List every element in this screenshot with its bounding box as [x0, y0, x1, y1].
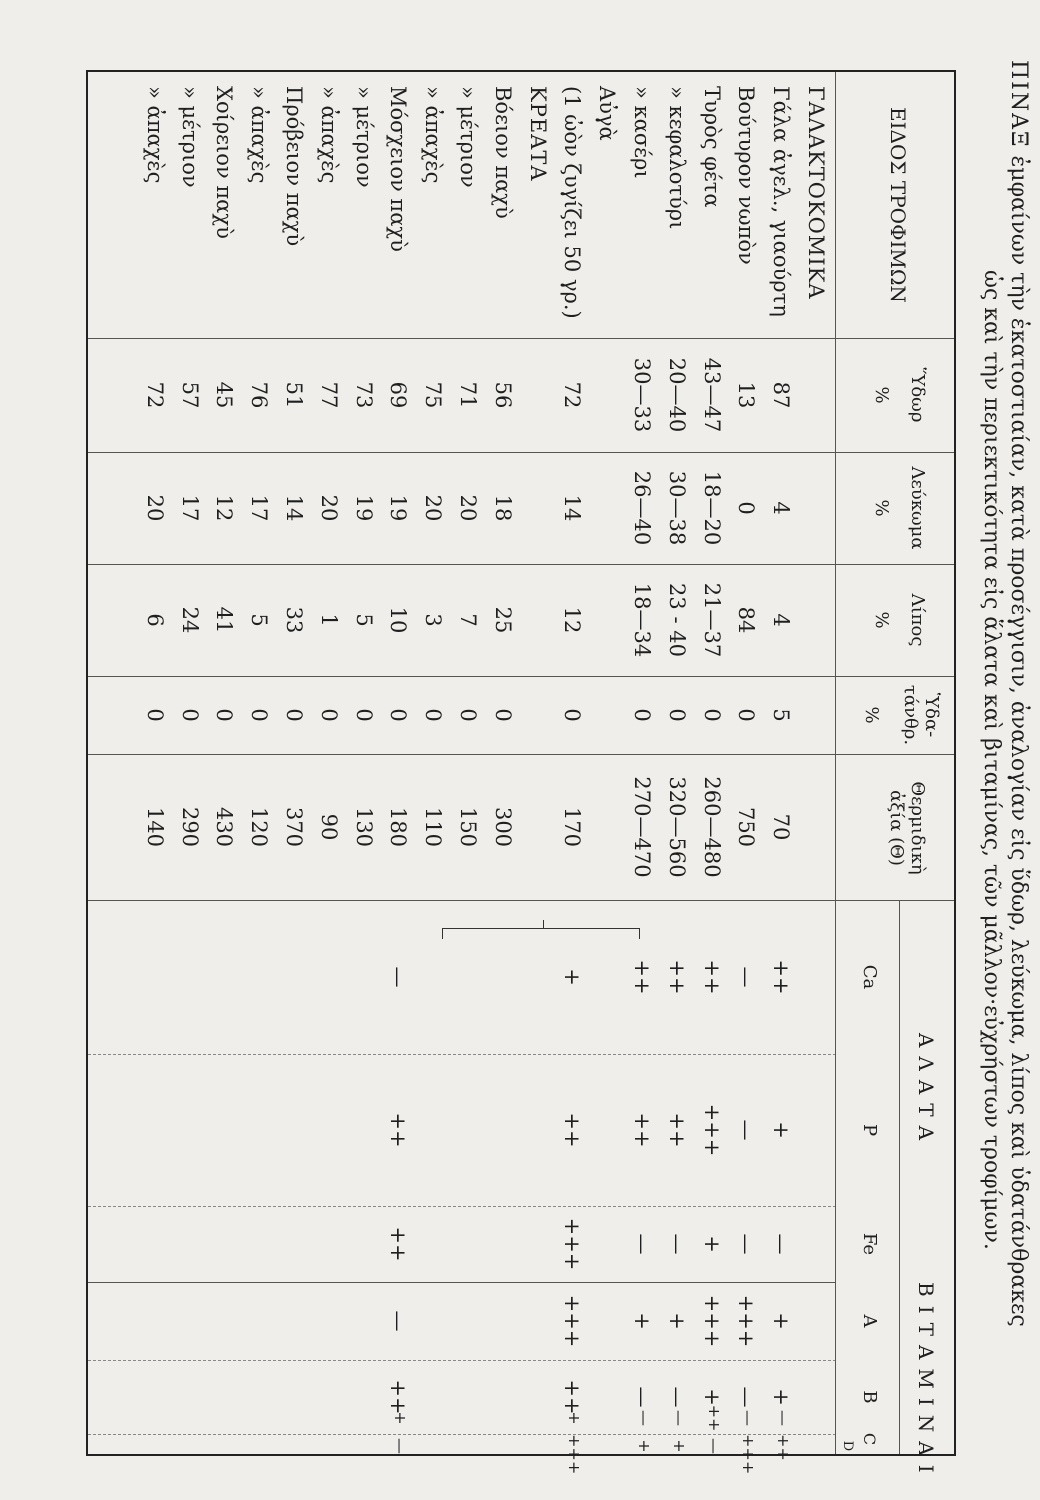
column-rule-dashed	[88, 1206, 836, 1207]
header-water: Ὕδωρ	[907, 367, 928, 423]
cell-protein: 14	[560, 494, 585, 522]
cell-water: 73	[351, 381, 376, 409]
cell-b: +	[699, 1388, 724, 1406]
cell-fat: 23 - 40	[664, 583, 689, 657]
cell-carbs: 0	[490, 708, 515, 722]
cell-protein: 14	[282, 494, 306, 522]
header-a: A	[859, 1314, 880, 1328]
cell-fat: 12	[560, 606, 585, 634]
cell-carbs: 5	[769, 708, 794, 722]
header-c: C	[860, 1432, 879, 1446]
cell-energy: 70	[769, 813, 794, 841]
cell-fe: +	[699, 1235, 724, 1253]
cell-water: 43—47	[699, 357, 724, 433]
cell-d: +++	[739, 1434, 759, 1475]
cell-water: 75	[421, 381, 446, 409]
food-name: » ἀπαχὲς	[142, 86, 167, 184]
cell-fat: 5	[247, 613, 272, 627]
cell-c: +	[565, 1411, 585, 1425]
cell-fat: 84	[734, 606, 759, 634]
cell-fat: 25	[490, 606, 515, 634]
food-name: » ἀπαχὲς	[316, 86, 341, 184]
column-rule-dashed	[88, 1434, 836, 1435]
cell-b: +	[769, 1388, 794, 1406]
cell-d: +	[635, 1439, 654, 1453]
header-fat-unit: %	[871, 611, 892, 629]
cell-fat: 5	[351, 613, 376, 627]
cell-d: —	[704, 1438, 724, 1454]
cell-ca: ++	[664, 959, 689, 995]
cell-fat: 33	[282, 606, 306, 634]
cell-energy: 170	[560, 806, 585, 848]
header-ca: Ca	[859, 964, 880, 990]
header-vitamins: ΒΙΤΑΜΙΝΑΙ	[914, 1282, 938, 1482]
cell-fat: 24	[177, 606, 202, 634]
cell-fe: —	[769, 1233, 794, 1255]
cell-carbs: 0	[351, 708, 376, 722]
cell-b: ++	[560, 1379, 585, 1415]
cell-water: 56	[490, 381, 515, 409]
cell-protein: 12	[212, 494, 237, 522]
nutrition-table	[86, 70, 956, 1482]
cell-ca: ++	[699, 959, 724, 995]
header-salts: ΑΛΑΤΑ	[914, 1032, 938, 1150]
cell-carbs: 0	[386, 708, 411, 722]
header-food: ΕΙΔΟΣ ΤΡΟΦΙΜΩΝ	[886, 107, 910, 303]
cell-p: ++	[386, 1112, 411, 1148]
food-name: Γάλα ἀγελ., γιαούρτη	[769, 86, 794, 317]
cell-carbs: 0	[142, 708, 167, 722]
header-fat: Λίπος	[907, 593, 928, 647]
cell-water: 72	[560, 381, 585, 409]
cell-fat: 10	[386, 606, 411, 634]
cell-a: +	[664, 1312, 689, 1330]
cell-d: +	[669, 1439, 689, 1453]
food-name: » μέτριον	[456, 86, 480, 188]
cell-fat: 1	[316, 613, 341, 627]
group-rule	[899, 900, 900, 1454]
header-p: P	[859, 1123, 880, 1137]
column-rule	[88, 900, 954, 901]
cell-energy: 130	[351, 806, 376, 848]
cell-c: —	[739, 1410, 759, 1426]
header-b: B	[859, 1390, 880, 1404]
cell-water: 20—40	[664, 357, 689, 433]
category-label: ΓΑΛΑΚΤΟΚΟΜΙΚΑ	[804, 86, 828, 300]
cell-c: —	[774, 1410, 794, 1426]
cell-fat: 41	[212, 606, 237, 634]
column-rule	[88, 1282, 836, 1283]
column-rule-dashed	[88, 1360, 836, 1361]
cell-b: —	[664, 1386, 689, 1408]
food-name: » μέτριον	[351, 86, 376, 188]
food-name: » ἀπαχὲς	[247, 86, 272, 184]
cell-a: +	[769, 1312, 794, 1330]
cell-ca: ++	[769, 959, 794, 995]
cell-fe: —	[664, 1233, 689, 1255]
cell-protein: 18	[490, 494, 515, 522]
cell-fe: —	[630, 1233, 654, 1255]
food-name: Τυρὸς φέτα	[699, 86, 724, 208]
food-name: » μέτριον	[177, 86, 202, 188]
cell-b: —	[734, 1386, 759, 1408]
cell-water: 77	[316, 381, 341, 409]
header-water-unit: %	[871, 386, 892, 404]
caption-lead: ΠΙΝΑΞ	[1006, 60, 1031, 149]
cell-energy: 180	[386, 806, 411, 848]
table-caption	[978, 60, 1032, 1480]
food-name: (1 ὠὸν ζυγίζει 50 γρ.)	[560, 86, 585, 319]
cell-a: +	[630, 1312, 654, 1330]
cell-water: 69	[386, 381, 411, 409]
cell-fat: 7	[456, 613, 480, 627]
cell-ca: +	[560, 968, 585, 986]
cell-carbs: 0	[456, 708, 480, 722]
cell-water: 45	[212, 381, 237, 409]
cell-p: —	[734, 1119, 759, 1141]
cell-energy: 140	[142, 806, 167, 848]
cell-protein: 20	[421, 494, 446, 522]
cell-carbs: 0	[699, 708, 724, 722]
cell-protein: 4	[769, 501, 794, 515]
food-name: » κεφαλοτύρι	[664, 86, 689, 230]
cell-p: ++	[630, 1112, 654, 1148]
cell-water: 57	[177, 381, 202, 409]
food-name: » ἀπαχὲς	[421, 86, 446, 184]
cell-energy: 120	[247, 806, 272, 848]
cell-fat: 21—37	[699, 582, 724, 658]
food-name: Πρόβειον παχὺ	[282, 86, 306, 247]
category-label: ΚΡΕΑΤΑ	[525, 86, 550, 182]
cell-energy: 750	[734, 806, 759, 848]
cell-energy: 150	[456, 806, 480, 848]
cell-water: 51	[282, 381, 306, 409]
cell-p: ++	[664, 1112, 689, 1148]
header-d: D	[840, 1440, 855, 1452]
food-name: Βόειον παχὺ	[490, 86, 515, 219]
cell-fat: 6	[142, 613, 167, 627]
cell-a: +++	[699, 1294, 724, 1348]
cell-p: +	[769, 1121, 794, 1139]
food-name: Χοίρειον παχὺ	[212, 86, 237, 239]
header-fe: Fe	[859, 1232, 880, 1256]
cell-a: +++	[560, 1294, 585, 1348]
cell-d: +++	[565, 1434, 585, 1475]
column-rule-dashed	[88, 1054, 836, 1055]
cell-protein: 19	[386, 494, 411, 522]
cell-protein: 30—38	[664, 470, 689, 546]
cell-carbs: 0	[664, 708, 689, 722]
cell-carbs: 0	[630, 708, 654, 722]
cell-fe: ++	[386, 1226, 411, 1262]
cell-protein: 20	[142, 494, 167, 522]
cell-p: +++	[699, 1103, 724, 1157]
header-energy: Θερμιδικὴ ἀξία (Θ)	[886, 781, 928, 875]
cell-water: 72	[142, 381, 167, 409]
cell-c: ++	[704, 1404, 724, 1432]
cell-carbs: 0	[734, 708, 759, 722]
cell-fat: 3	[421, 613, 446, 627]
cell-energy: 260—480	[699, 776, 724, 878]
cell-protein: 19	[351, 494, 376, 522]
cell-fat: 18—34	[630, 582, 654, 658]
cell-water: 13	[734, 381, 759, 409]
cell-carbs: 0	[212, 708, 237, 722]
cell-ca: —	[386, 966, 411, 988]
cell-c: —	[669, 1410, 689, 1426]
cell-water: 71	[456, 381, 480, 409]
cell-carbs: 0	[177, 708, 202, 722]
cell-d: —	[391, 1438, 411, 1454]
header-protein: Λεύκωμα	[907, 466, 928, 550]
cell-protein: 0	[734, 501, 759, 515]
cell-carbs: 0	[247, 708, 272, 722]
cell-energy: 290	[177, 806, 202, 848]
cell-protein: 20	[316, 494, 341, 522]
cell-energy: 110	[421, 806, 446, 848]
cell-protein: 18—20	[699, 470, 724, 546]
header-carbs-unit: %	[861, 706, 882, 724]
cell-carbs: 0	[282, 708, 306, 722]
meat-group-brace	[442, 928, 640, 939]
cell-water: 87	[769, 381, 794, 409]
cell-protein: 26—40	[630, 470, 654, 546]
food-name: Αὐγὰ	[595, 86, 620, 141]
food-name: » κασέρι	[630, 86, 654, 179]
cell-fe: —	[734, 1233, 759, 1255]
cell-water: 30—33	[630, 357, 654, 433]
cell-energy: 90	[316, 813, 341, 841]
cell-energy: 270—470	[630, 776, 654, 878]
cell-ca: —	[734, 966, 759, 988]
cell-energy: 320—560	[664, 776, 689, 878]
cell-water: 76	[247, 381, 272, 409]
cell-b: ++	[386, 1379, 411, 1415]
cell-fat: 4	[769, 613, 794, 627]
meat-group-brace-tick	[543, 920, 544, 928]
header-carbs: Ὑδα-τάνθρ.	[900, 684, 942, 746]
cell-carbs: 0	[560, 708, 585, 722]
cell-ca: ++	[630, 959, 654, 995]
cell-carbs: 0	[316, 708, 341, 722]
cell-energy: 430	[212, 806, 237, 848]
cell-p: ++	[560, 1112, 585, 1148]
cell-d: ++	[774, 1434, 794, 1461]
cell-protein: 17	[247, 494, 272, 522]
food-name: Μόσχειον παχὺ	[386, 86, 411, 252]
cell-b: —	[630, 1386, 654, 1408]
food-name: Βούτυρον νωπὸν	[734, 86, 759, 265]
header-protein-unit: %	[871, 499, 892, 517]
cell-protein: 20	[456, 494, 480, 522]
cell-protein: 17	[177, 494, 202, 522]
header-rule	[835, 72, 836, 1454]
caption-line-1: ἐμφαίνων τὴν ἑκατοστιαίαν, κατὰ προσέγγισιν, ἀναλογίαν εἰς ὕδωρ, λεύκωμα, λίπος καὶ ὑδατάνθρακες	[1006, 155, 1031, 1327]
cell-a: +++	[734, 1294, 759, 1348]
cell-a: —	[386, 1310, 411, 1332]
cell-fe: +++	[560, 1217, 585, 1271]
cell-carbs: 0	[421, 708, 446, 722]
caption-line-2: ὡς καὶ τὴν περιεκτικότητα εἰς ἅλατα καὶ βιταμίνας, τῶν μᾶλλον·εὐχρήστων τροφίμων.	[979, 270, 1004, 1250]
cell-energy: 370	[282, 806, 306, 848]
cell-energy: 300	[490, 806, 515, 848]
cell-c: +	[391, 1411, 411, 1425]
cell-c: —	[635, 1410, 654, 1426]
